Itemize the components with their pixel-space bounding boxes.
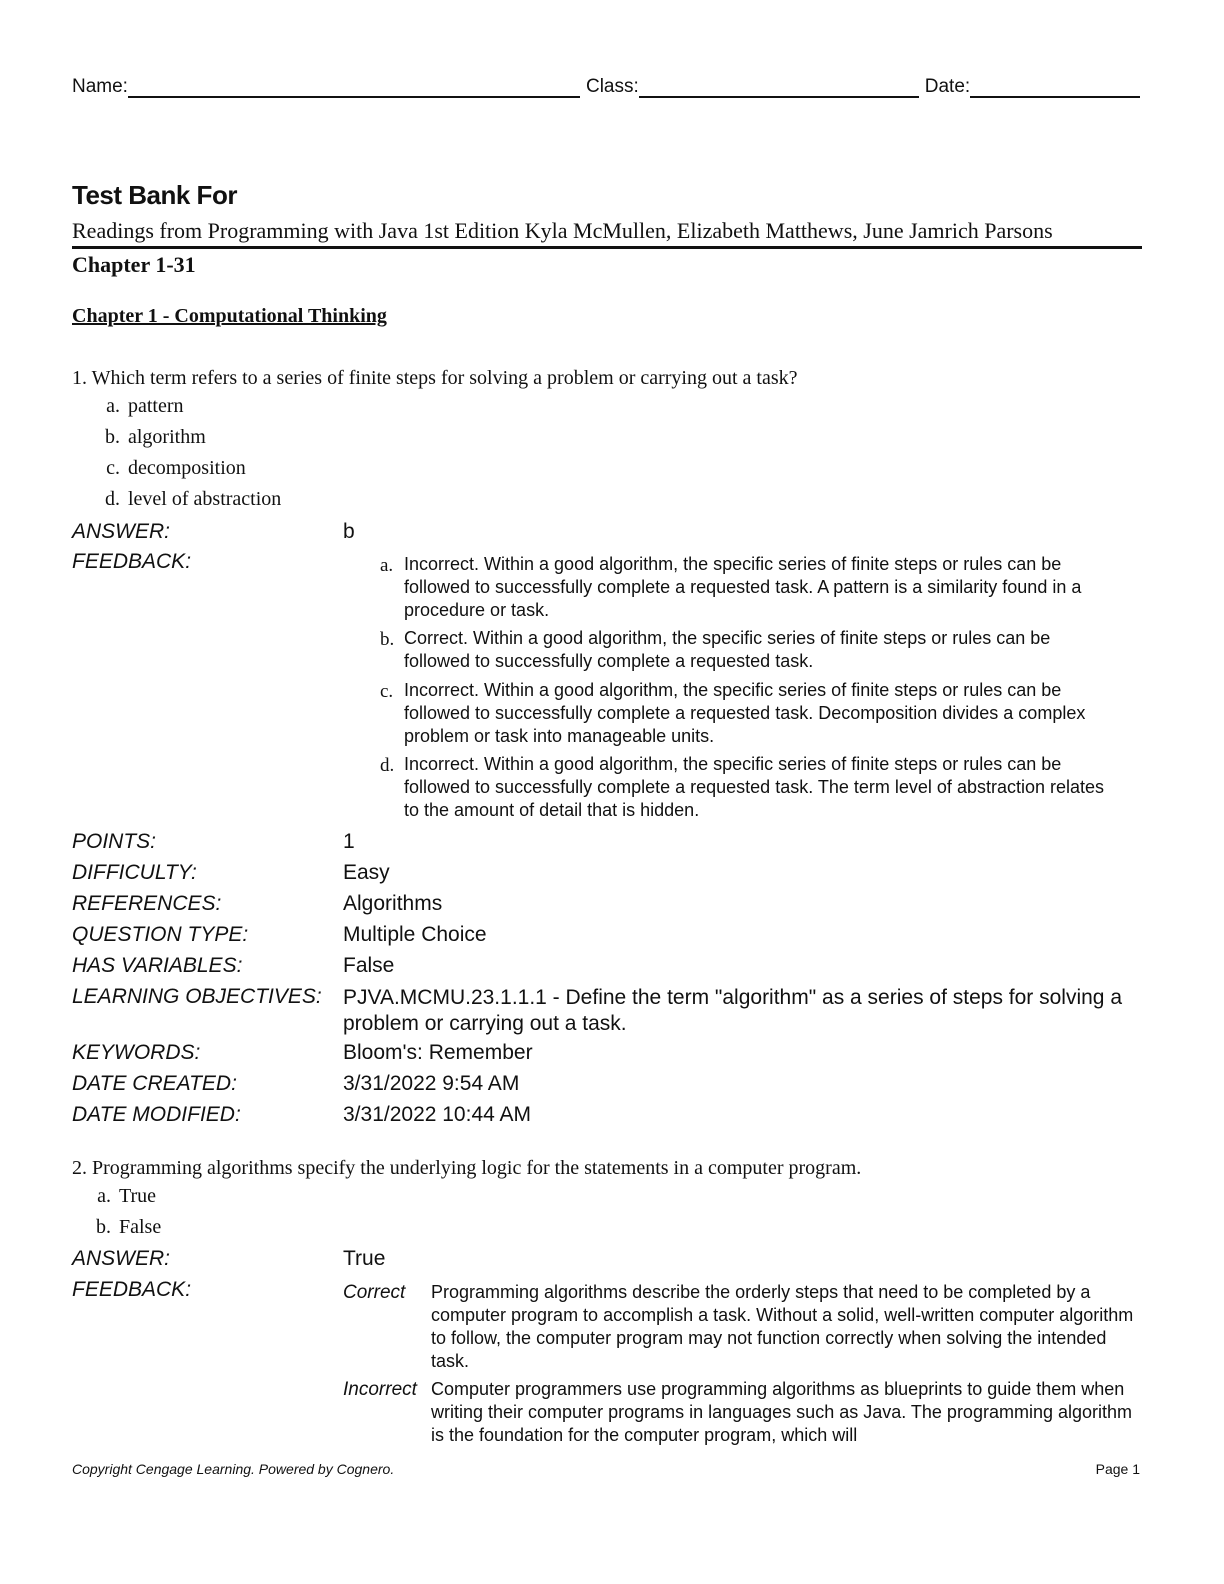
document-subtitle: Readings from Programming with Java 1st Edition Kyla McMullen, Elizabeth Matthews, June Jamrich Parsons	[72, 218, 1142, 249]
question-1-text: 1. Which term refers to a series of finite steps for solving a problem or carrying out a task?	[72, 367, 798, 389]
q1-question-type-value: Multiple Choice	[343, 923, 487, 946]
q2-answer-label: ANSWER:	[72, 1247, 171, 1270]
q1-difficulty-value: Easy	[343, 861, 390, 884]
class-field[interactable]	[639, 74, 919, 98]
q1-feedback-d: d. Incorrect. Within a good algorithm, the specific series of finite steps or rules can be followed to successfully complete a requested task. The term level of abstraction relates to the amount of detail that is hidden.	[380, 754, 1105, 820]
name-label: Name:	[72, 76, 128, 97]
q1-keywords-label: KEYWORDS:	[72, 1041, 201, 1064]
q1-feedback-c: c. Incorrect. Within a good algorithm, the specific series of finite steps or rules can be followed to successfully complete a requested task. Decomposition divides a complex problem or task into manageable units.	[380, 680, 1086, 746]
footer-copyright: Copyright Cengage Learning. Powered by Cognero.	[72, 1461, 395, 1477]
document-title: Test Bank For	[72, 180, 237, 210]
q2-choice-a: a. True	[97, 1185, 157, 1207]
q1-has-variables-value: False	[343, 954, 395, 977]
q1-date-modified-label: DATE MODIFIED:	[72, 1103, 241, 1126]
q1-points-label: POINTS:	[72, 830, 157, 853]
class-label: Class:	[585, 76, 639, 97]
q2-answer-value: True	[343, 1247, 386, 1270]
q1-points-value: 1	[343, 830, 355, 853]
q1-feedback-b: b. Correct. Within a good algorithm, the specific series of finite steps or rules can be followed to successfully complete a requested task.	[380, 628, 1051, 671]
q1-date-modified-value: 3/31/2022 10:44 AM	[343, 1103, 531, 1126]
q1-keywords-value: Bloom's: Remember	[343, 1041, 533, 1064]
q1-learning-objectives-label: LEARNING OBJECTIVES:	[72, 985, 322, 1008]
date-label: Date:	[924, 76, 971, 97]
q1-feedback-a: a. Incorrect. Within a good algorithm, the specific series of finite steps or rules can be followed to successfully complete a requested task. A pattern is a similarity found in a procedure or task.	[380, 554, 1082, 620]
q1-question-type-label: QUESTION TYPE:	[72, 923, 249, 946]
q2-feedback-label: FEEDBACK:	[72, 1278, 192, 1301]
date-field[interactable]	[970, 74, 1140, 98]
q1-learning-objectives-value: PJVA.MCMU.23.1.1.1 - Define the term "algorithm" as a series of steps for solving a problem or carrying out a task.	[343, 986, 1122, 1035]
q1-answer-label: ANSWER:	[72, 520, 171, 543]
q1-answer-value: b	[343, 520, 355, 543]
chapter-heading: Chapter 1 - Computational Thinking	[72, 305, 387, 327]
q2-feedback-incorrect: Incorrect Computer programmers use programming algorithms as blueprints to guide them when writing their computer programs in languages such as Java. The programming algorithm is the foundation for the computer program, which will	[343, 1379, 1132, 1445]
q1-difficulty-label: DIFFICULTY:	[72, 861, 197, 884]
q1-feedback-label: FEEDBACK:	[72, 550, 192, 573]
q1-date-created-value: 3/31/2022 9:54 AM	[343, 1072, 520, 1095]
chapter-range: Chapter 1-31	[72, 252, 196, 277]
q1-choice-d: d. level of abstraction	[105, 488, 282, 510]
q1-references-label: REFERENCES:	[72, 892, 222, 915]
q1-has-variables-label: HAS VARIABLES:	[72, 954, 243, 977]
name-field[interactable]	[128, 74, 580, 98]
q1-choice-a: a. pattern	[106, 395, 184, 417]
footer-page-number: Page 1	[1095, 1461, 1140, 1477]
question-2-text: 2. Programming algorithms specify the underlying logic for the statements in a computer program.	[72, 1157, 862, 1179]
name-class-date-header	[72, 72, 1140, 98]
q1-choice-c: c. decomposition	[106, 457, 246, 479]
q1-date-created-label: DATE CREATED:	[72, 1072, 237, 1095]
q2-feedback-correct: Correct Programming algorithms describe the orderly steps that need to be completed by a computer program to accomplish a task. Without a solid, well-written computer algorithm to follow, the computer program may not function correctly when solving the intended task.	[343, 1282, 1134, 1371]
q1-choice-b: b. algorithm	[105, 426, 206, 448]
q2-choice-b: b. False	[96, 1216, 162, 1238]
q1-references-value: Algorithms	[343, 892, 443, 915]
